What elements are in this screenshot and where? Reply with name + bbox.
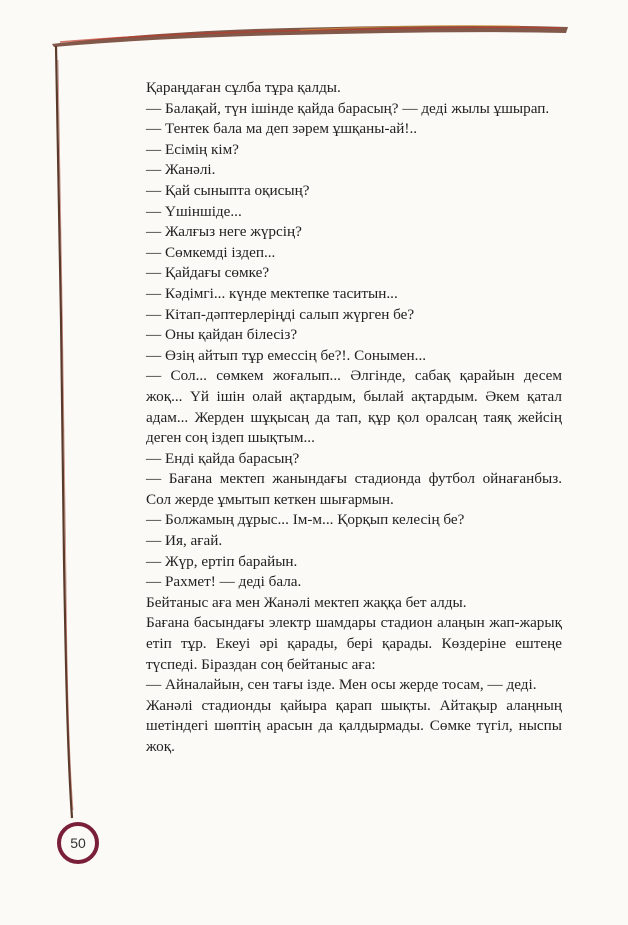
paragraph: — Ия, ағай. [146, 532, 223, 550]
paragraph: — Енді қайда барасың? [146, 449, 300, 467]
body-text [146, 78, 562, 758]
paragraph: — Рахмет! — деді бала. [146, 573, 302, 591]
paragraph: — Кәдімгі... күнде мектепке таситын... [146, 284, 398, 302]
paragraph: — Есімің кім? [146, 140, 239, 158]
paragraph: — Үшіншіде... [146, 202, 242, 220]
paragraph: Қараңдаған сұлба тұра қалды. [146, 79, 341, 96]
paragraph: — Бағана мектеп жанындағы стадионда футбол ойнағанбыз. Сол жерде ұмытып кеткен шығармын. [146, 470, 562, 508]
paragraph: — Балақай, түн ішінде қайда барасың? — деді жылы ұшырап. [146, 99, 550, 117]
paragraph: Бағана басындағы электр шамдары стадион алаңын жап-жарық етіп тұр. Екеуі әрі қарады, бері қарады. Көздеріне ештеңе түспеді. Біраздан соң бейтаныс аға: [146, 614, 562, 673]
top-brush-stroke [52, 25, 568, 47]
paragraph: — Сол... сөмкем жоғалып... Әлгінде, сабақ қарайын десем жоқ... Үй ішін олай ақтардым, былай ақтардым. Әкем қатал адам... Жерден шұқысаң да тап, құр қол оралсаң таяқ жейсің деген соң іздеп шықтым... [146, 367, 562, 447]
paragraph: — Қай сыныпта оқисың? [146, 181, 310, 199]
left-vertical-accent [58, 60, 73, 810]
paragraph: — Кітап-дәптерлеріңді салып жүрген бе? [146, 305, 415, 323]
paragraph: — Жалғыз неге жүрсің? [146, 223, 302, 241]
paragraph: — Сөмкемді іздеп... [146, 243, 276, 261]
paragraph: — Болжамың дұрыс... Ім-м... Қорқып келесің бе? [146, 511, 465, 529]
paragraph: — Оны қайдан білесіз? [146, 326, 298, 344]
page-number: 50 [70, 835, 86, 851]
paragraph: — Тентек бала ма деп зәрем ұшқаны-ай!.. [146, 120, 418, 138]
paragraph: — Жанәлі. [146, 161, 216, 179]
paragraph: — Қайдағы сөмке? [146, 264, 270, 282]
paragraph: — Айналайын, сен тағы ізде. Мен осы жерде тосам, — деді. [146, 676, 537, 694]
paragraph: Жанәлі стадионды қайыра қарап шықты. Айтақыр алаңның шетіндегі шөптің арасын да қалдырмады. Сөмке түгіл, ныспы жоқ. [146, 696, 562, 755]
paragraph: Бейтаныс аға мен Жанәлі мектеп жаққа бет алды. [146, 593, 467, 611]
paragraph: — Өзің айтып тұр емессің бе?!. Сонымен... [146, 346, 427, 364]
paragraph: — Жүр, ертіп барайын. [146, 552, 298, 570]
